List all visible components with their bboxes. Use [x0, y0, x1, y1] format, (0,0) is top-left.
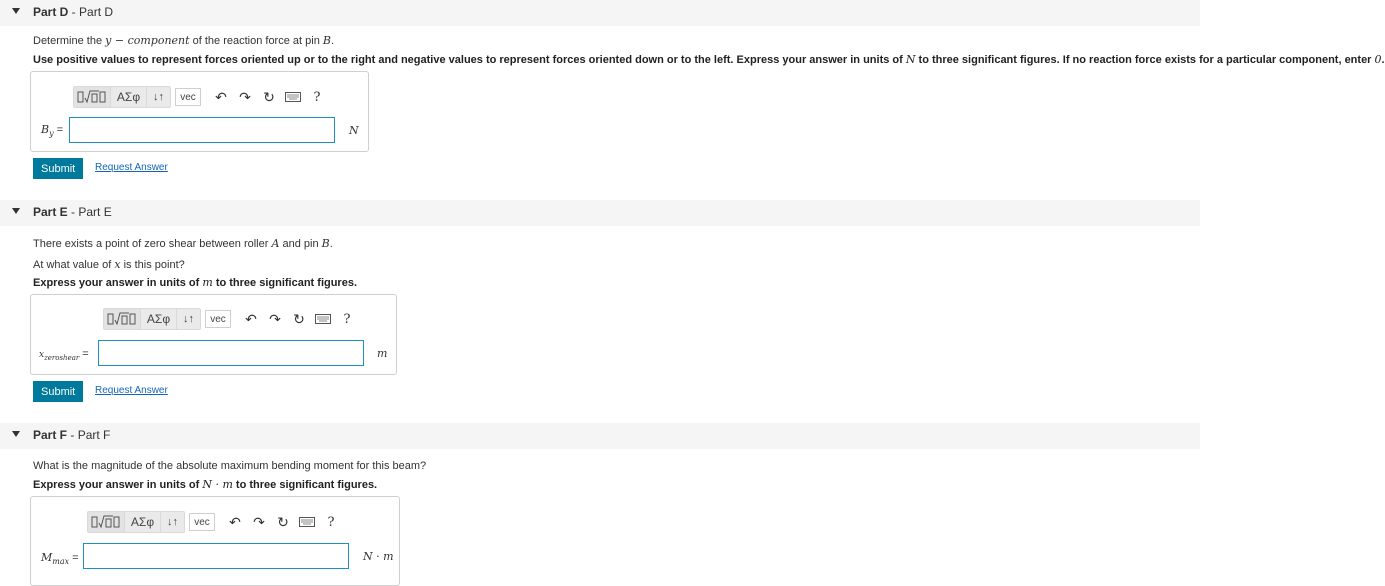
part-e-line1: There exists a point of zero shear between roller A and pin B. — [33, 237, 333, 250]
keyboard-icon[interactable] — [281, 87, 305, 107]
collapse-caret-icon[interactable] — [12, 208, 20, 214]
template-sqrt-icon[interactable] — [74, 87, 110, 107]
greek-button[interactable]: ΑΣφ — [110, 87, 146, 107]
part-d-request-answer-link[interactable]: Request Answer — [95, 162, 168, 173]
template-group — [103, 308, 201, 330]
part-d-header[interactable] — [0, 0, 1200, 26]
redo-icon[interactable]: ↷ — [253, 513, 265, 530]
part-e-title: Part E - Part E — [33, 205, 112, 219]
part-d-label: $B_y$ = — [41, 123, 64, 139]
arrows-button[interactable]: ↓↑ — [160, 512, 184, 532]
help-icon[interactable]: ? — [343, 311, 351, 327]
vec-button[interactable]: vec — [189, 513, 215, 531]
part-f-unit: N · m — [363, 550, 394, 563]
math-toolbar — [73, 84, 329, 110]
part-e-answer-input[interactable] — [98, 340, 364, 366]
part-d-title: Part D - Part D — [33, 5, 114, 19]
undo-icon[interactable]: ↶ — [245, 310, 257, 327]
part-e-line2: At what value of x is this point? — [33, 258, 185, 271]
collapse-caret-icon[interactable] — [12, 431, 20, 437]
part-e-answer-box — [30, 294, 397, 375]
collapse-caret-icon[interactable] — [12, 8, 20, 14]
part-e-label: $x_{zeroshear}$ = — [39, 348, 89, 362]
part-e-instruction: Express your answer in units of m to three significant figures. — [33, 276, 358, 289]
part-f-title: Part F - Part F — [33, 428, 111, 442]
vec-button[interactable]: vec — [205, 310, 231, 328]
part-d-answer-input[interactable] — [69, 117, 335, 143]
part-f-line1: What is the magnitude of the absolute maximum bending moment for this beam? — [33, 460, 427, 472]
redo-icon[interactable]: ↷ — [269, 310, 281, 327]
template-group — [73, 86, 171, 108]
keyboard-icon[interactable] — [311, 309, 335, 329]
part-d-submit-button[interactable]: Submit — [33, 158, 83, 179]
math-toolbar — [103, 306, 359, 332]
undo-icon[interactable]: ↶ — [215, 88, 227, 105]
help-icon[interactable]: ? — [327, 514, 335, 530]
arrows-button[interactable]: ↓↑ — [146, 87, 170, 107]
part-e-request-answer-link[interactable]: Request Answer — [95, 385, 168, 396]
reset-icon[interactable]: ↻ — [277, 513, 289, 530]
keyboard-icon[interactable] — [295, 512, 319, 532]
template-group — [87, 511, 185, 533]
part-f-answer-box — [30, 496, 400, 586]
greek-button[interactable]: ΑΣφ — [140, 309, 176, 329]
math-toolbar — [87, 509, 343, 535]
part-f-header[interactable] — [0, 423, 1200, 449]
template-sqrt-icon[interactable] — [104, 309, 140, 329]
undo-icon[interactable]: ↶ — [229, 513, 241, 530]
reset-icon[interactable]: ↻ — [293, 310, 305, 327]
redo-icon[interactable]: ↷ — [239, 88, 251, 105]
template-sqrt-icon[interactable] — [88, 512, 124, 532]
part-e-header[interactable] — [0, 200, 1200, 226]
help-icon[interactable]: ? — [313, 89, 321, 105]
vec-button[interactable]: vec — [175, 88, 201, 106]
part-e-unit: m — [377, 347, 388, 360]
part-d-question: Determine the y − component of the reaction force at pin B. — [33, 34, 335, 47]
part-d-unit: N — [349, 124, 359, 137]
part-f-label: $M_{max}$ = — [41, 551, 79, 567]
part-e-submit-button[interactable]: Submit — [33, 381, 83, 402]
part-d-answer-box — [30, 71, 369, 152]
part-d-instruction: Use positive values to represent forces oriented up or to the right and negative values to represent forces oriented down or to the left. Express your answer in units of N to three significant figures. If no reaction force exists for a particular component, enter 0. — [33, 53, 1385, 66]
part-f-answer-input[interactable] — [83, 543, 349, 569]
part-f-instruction: Express your answer in units of N · m to three significant figures. — [33, 478, 378, 491]
arrows-button[interactable]: ↓↑ — [176, 309, 200, 329]
greek-button[interactable]: ΑΣφ — [124, 512, 160, 532]
reset-icon[interactable]: ↻ — [263, 88, 275, 105]
